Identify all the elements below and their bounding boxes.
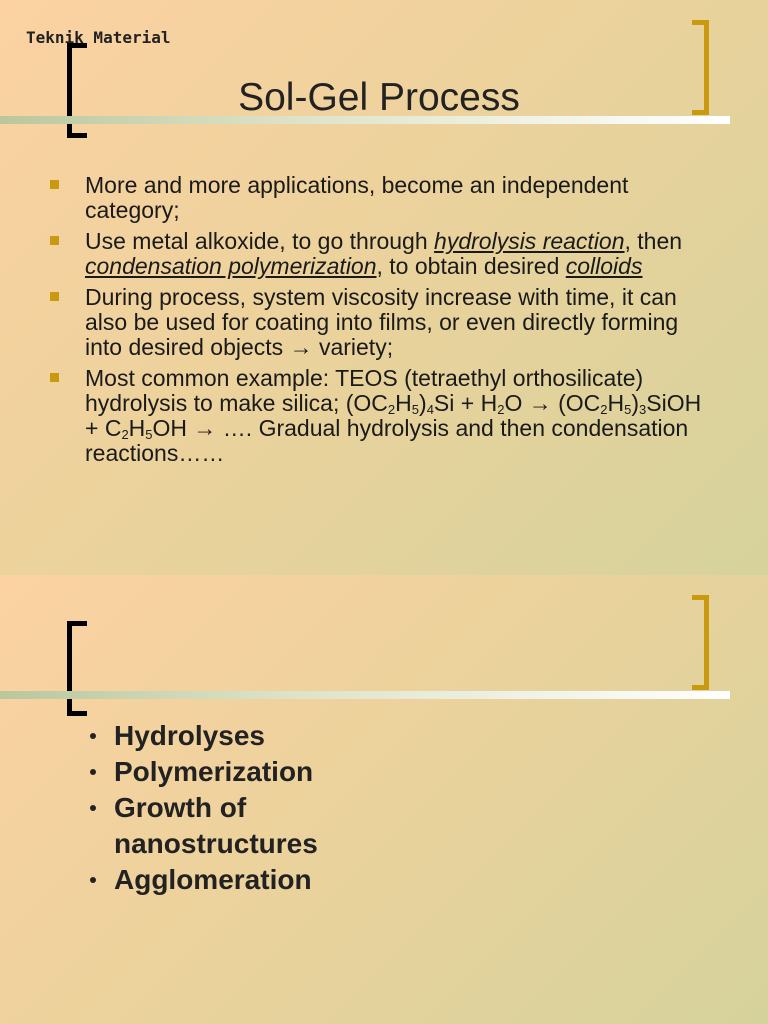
square-bullet-icon — [50, 292, 59, 301]
square-bullet-icon — [50, 236, 59, 245]
bullet-text: Agglomeration — [114, 864, 312, 895]
dot-bullet-icon — [90, 805, 96, 811]
left-bracket-decoration — [67, 621, 87, 716]
bullet-item — [48, 285, 718, 360]
subscript: 5 — [411, 402, 420, 417]
bullet-item — [86, 718, 374, 754]
term-text: condensation polymerization — [85, 253, 377, 279]
bullet-text: , then — [624, 228, 683, 254]
subscript: 5 — [145, 427, 153, 442]
bullet-text: ) — [631, 390, 640, 416]
slide-title: Sol-Gel Process — [238, 76, 520, 119]
bullet-list — [48, 173, 718, 472]
term-text: hydrolysis reaction — [434, 228, 625, 254]
dot-bullet-icon — [90, 733, 96, 739]
subscript: 2 — [600, 402, 608, 417]
bullet-item — [86, 790, 374, 862]
bullet-text: H — [395, 390, 412, 416]
dot-bullet-icon — [90, 769, 96, 775]
bullet-item — [48, 229, 718, 279]
bullet-text: Growth of nanostructures — [114, 792, 318, 859]
bullet-text: Polymerization — [114, 756, 314, 787]
square-bullet-icon — [50, 373, 59, 382]
bullet-text: Hydrolyses — [114, 720, 265, 751]
bullet-text: SiOH + C — [85, 390, 702, 441]
bullet-item — [86, 754, 374, 790]
bullet-text: H — [128, 415, 146, 441]
subscript: 2 — [121, 427, 129, 442]
subscript: 4 — [426, 402, 434, 417]
bullet-text: O → (OC — [504, 390, 601, 416]
slide-2 — [0, 575, 768, 1024]
bullet-text: More and more applications, become an independent category; — [85, 172, 629, 223]
bullet-text: ) — [419, 390, 427, 416]
bullet-text: Use metal alkoxide, to go through — [85, 228, 435, 254]
subscript: 2 — [387, 402, 396, 417]
term-text: colloids — [565, 253, 643, 279]
square-bullet-icon — [50, 180, 59, 189]
bullet-text: H — [607, 390, 625, 416]
dot-bullet-icon — [90, 877, 96, 883]
bullet-list — [86, 718, 374, 898]
subscript: 3 — [639, 402, 647, 417]
title-rule — [0, 691, 730, 699]
bullet-text: Most common example: TEOS (tetraethyl orthosilicate) hydrolysis to make silica; (OC — [85, 365, 644, 416]
bullet-item — [86, 862, 374, 898]
bullet-item — [48, 173, 718, 223]
header-label: Teknik Material — [26, 28, 171, 47]
right-bracket-decoration — [692, 595, 709, 690]
bullet-text: OH → …. Gradual hydrolysis and then condensation reactions…… — [85, 415, 689, 466]
bullet-text: , to obtain desired — [376, 253, 566, 279]
bullet-text: Si + H — [433, 390, 498, 416]
subscript: 2 — [497, 402, 505, 417]
bullet-text: During process, system viscosity increase with time, it can also be used for coating into films, or even directly forming into desired objects → variety; — [85, 284, 679, 360]
subscript: 5 — [624, 402, 632, 417]
bullet-item — [48, 366, 718, 466]
